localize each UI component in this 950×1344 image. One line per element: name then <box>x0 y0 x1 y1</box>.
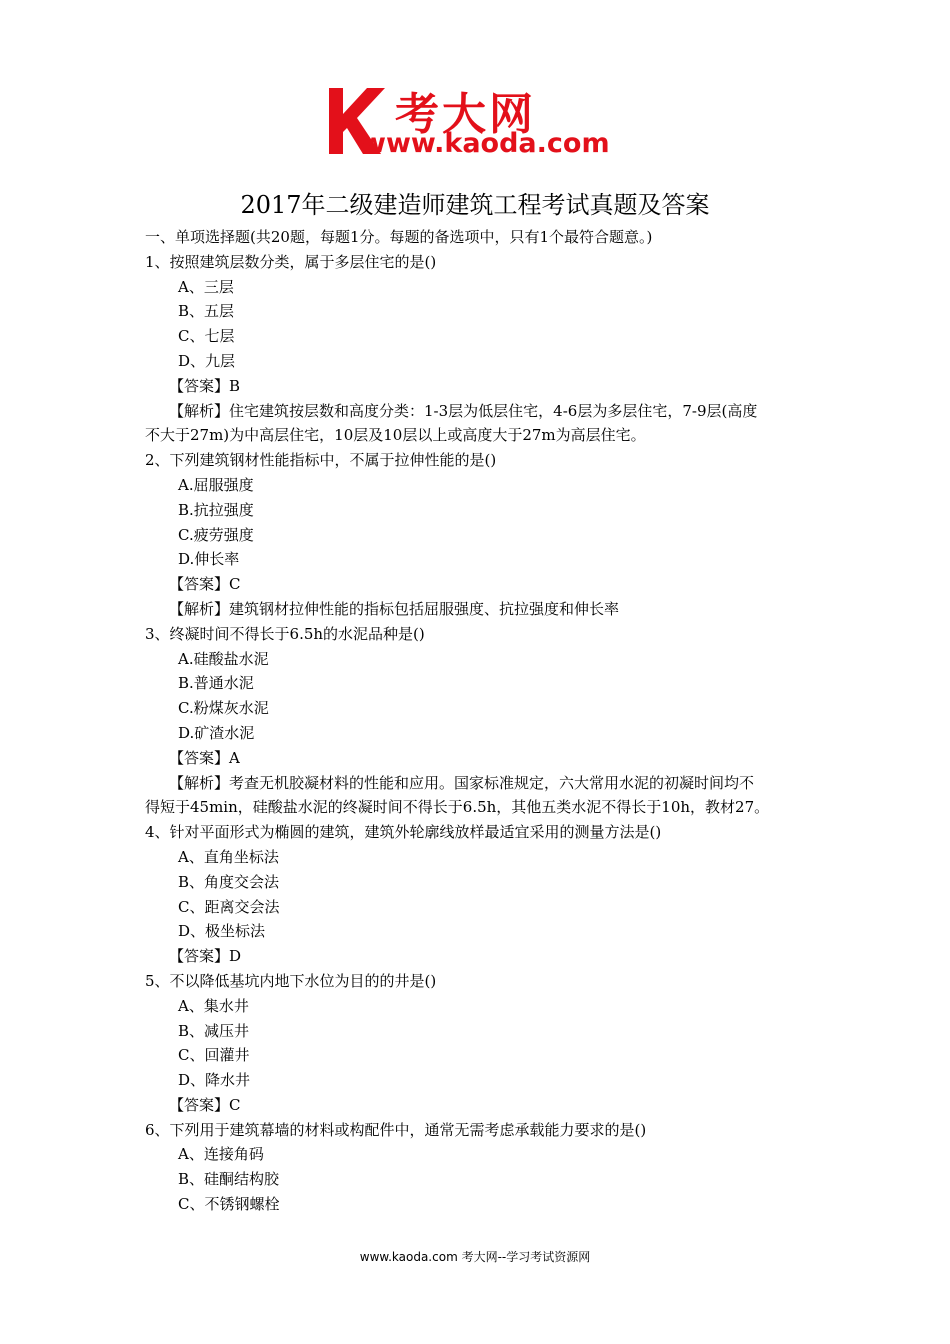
option: D、降水井 <box>178 1071 251 1090</box>
question-stem: 1、按照建筑层数分类，属于多层住宅的是() <box>145 252 437 271</box>
analysis-continued: 得短于45min，硅酸盐水泥的终凝时间不得长于6.5h，其他五类水泥不得长于10h，教材27。 <box>145 798 770 817</box>
answer: 【答案】C <box>169 575 241 594</box>
analysis-tag: 【解析】 <box>169 401 230 420</box>
option: A.屈服强度 <box>178 475 254 494</box>
logo-brand-text: 考大网 <box>395 89 536 140</box>
document-body <box>145 225 815 1217</box>
option: A.硅酸盐水泥 <box>178 649 269 668</box>
option: D、九层 <box>178 351 236 370</box>
analysis <box>145 399 815 424</box>
option: D、极坐标法 <box>178 922 266 941</box>
answer: 【答案】A <box>169 748 240 767</box>
analysis-text: 住宅建筑按层数和高度分类：1-3层为低层住宅，4-6层为多层住宅，7-9层(高度 <box>229 401 758 420</box>
option: B、五层 <box>178 302 235 321</box>
option: A、集水井 <box>178 996 249 1015</box>
option: A、直角坐标法 <box>178 847 279 866</box>
option: A、三层 <box>178 277 234 296</box>
option: A、连接角码 <box>178 1145 264 1164</box>
analysis-continued: 不大于27m)为中高层住宅，10层及10层以上或高度大于27m为高层住宅。 <box>145 426 646 445</box>
answer: 【答案】C <box>169 1095 241 1114</box>
analysis-tag: 【解析】 <box>169 773 230 792</box>
option: C.疲劳强度 <box>178 525 254 544</box>
analysis-text: 考查无机胶凝材料的性能和应用。国家标准规定，六大常用水泥的初凝时间均不 <box>229 773 755 792</box>
kaoda-logo <box>323 84 643 164</box>
option: B.普通水泥 <box>178 674 254 693</box>
question-stem: 2、下列建筑钢材性能指标中，不属于拉伸性能的是() <box>145 451 497 470</box>
question-stem: 3、终凝时间不得长于6.5h的水泥品种是() <box>145 624 425 643</box>
option: D.伸长率 <box>178 550 240 569</box>
page-title: 2017年二级建造师建筑工程考试真题及答案 <box>240 191 710 219</box>
option: C、不锈钢螺栓 <box>178 1195 280 1214</box>
question-stem: 6、下列用于建筑幕墙的材料或构配件中，通常无需考虑承载能力要求的是() <box>145 1120 647 1139</box>
option: C、距离交会法 <box>178 897 280 916</box>
question-stem: 4、针对平面形式为椭圆的建筑，建筑外轮廓线放样最适宜采用的测量方法是() <box>145 823 662 842</box>
section-header: 一、单项选择题(共20题，每题1分。每题的备选项中，只有1个最符合题意。) <box>145 228 653 246</box>
option: C.粉煤灰水泥 <box>178 699 269 718</box>
answer: 【答案】B <box>169 376 241 395</box>
logo-url-text: www.kaoda.com <box>361 128 610 159</box>
page-footer: www.kaoda.com 考大网--学习考试资源网 <box>359 1250 591 1264</box>
analysis <box>145 771 815 796</box>
option: B.抗拉强度 <box>178 500 254 519</box>
option: B、硅酮结构胶 <box>178 1170 280 1189</box>
option: B、角度交会法 <box>178 872 280 891</box>
analysis: 【解析】建筑钢材拉伸性能的指标包括屈服强度、抗拉强度和伸长率 <box>169 599 620 618</box>
option: B、减压井 <box>178 1021 250 1040</box>
question-stem: 5、不以降低基坑内地下水位为目的的井是() <box>145 971 437 990</box>
option: C、回灌井 <box>178 1046 250 1065</box>
answer: 【答案】D <box>169 947 242 966</box>
option: D.矿渣水泥 <box>178 723 255 742</box>
option: C、七层 <box>178 327 235 346</box>
